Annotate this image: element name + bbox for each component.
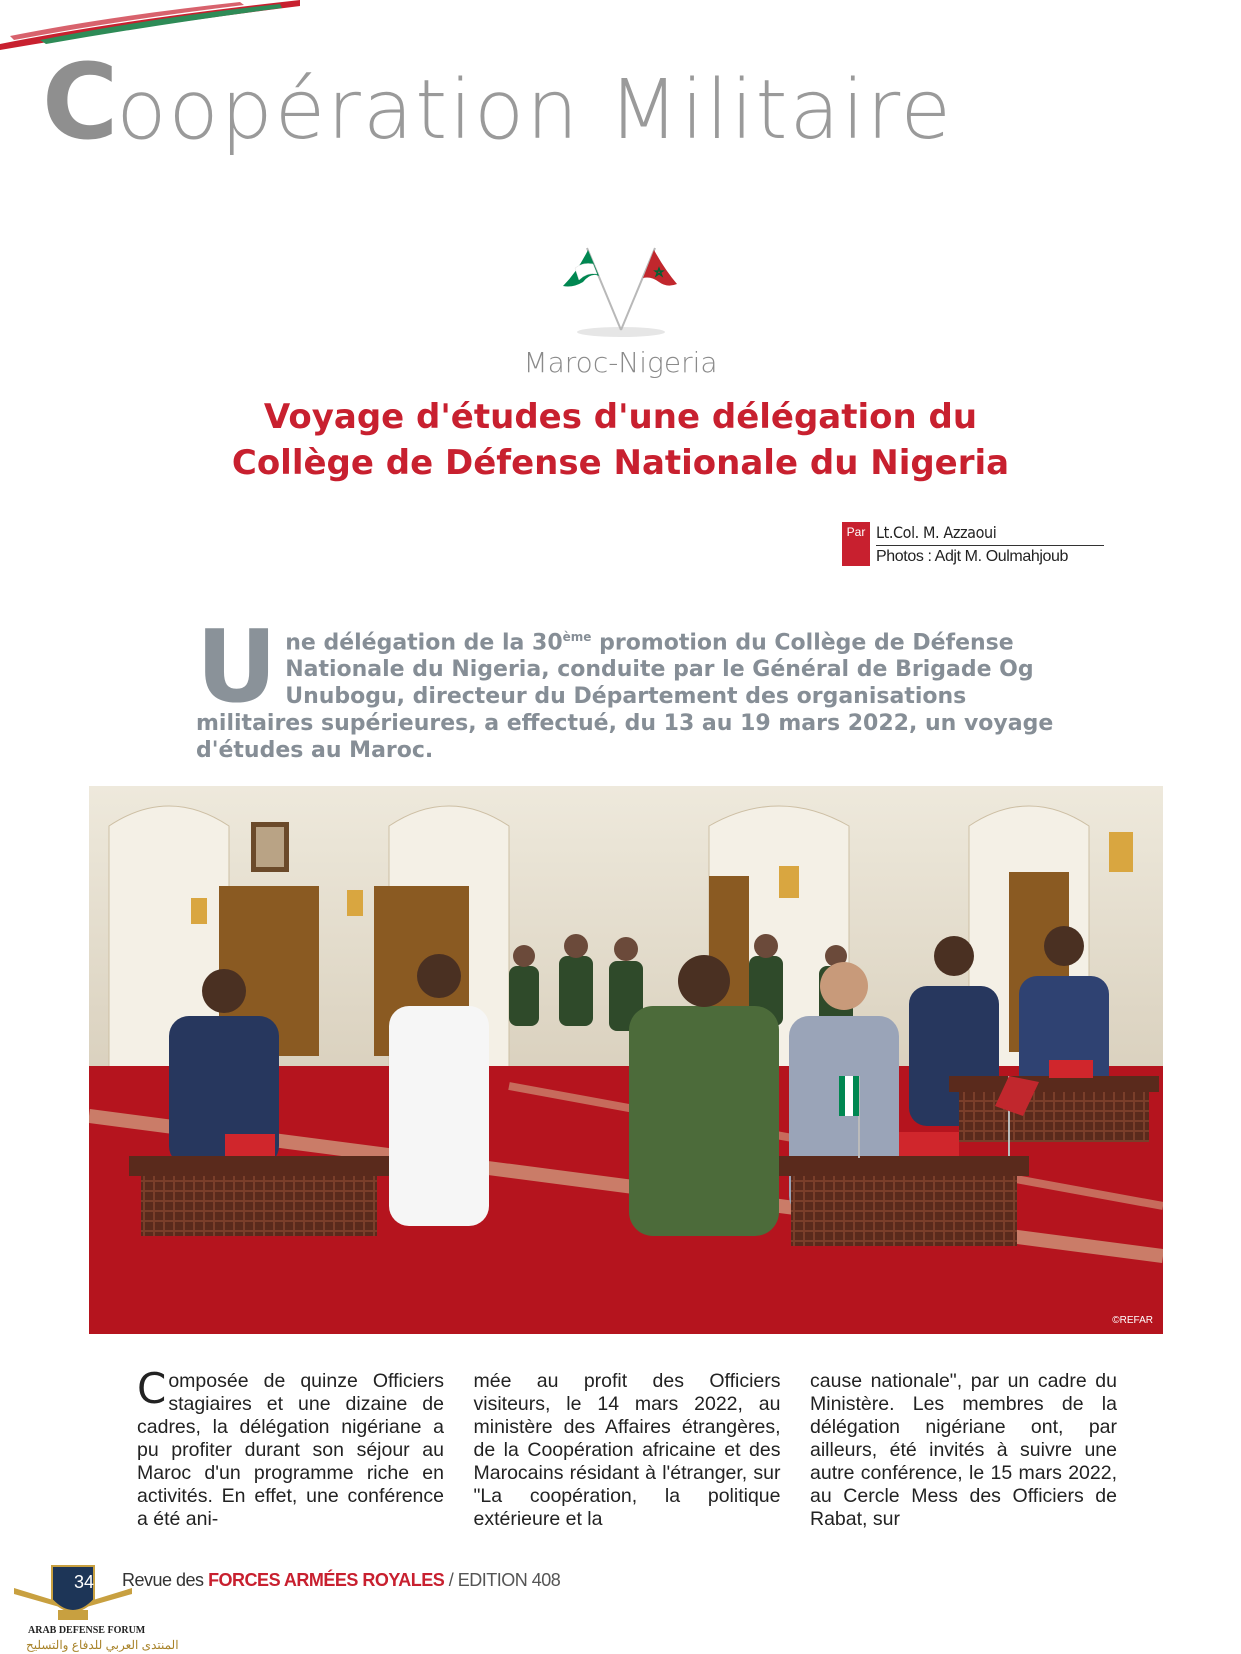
footer-brand: FORCES ARMÉES ROYALES <box>208 1570 445 1590</box>
byline <box>842 522 1104 566</box>
body-column-3: cause nationale", par un cadre du Ministère. Les membres de la délégation nigériane ont, par ailleurs, été invités à suivre une autre conférence, le 15 mars 2022, au Cercle Mess des Officiers de Rabat, sur <box>810 1370 1117 1530</box>
footer-publication <box>122 1570 560 1591</box>
section-title <box>42 41 953 163</box>
headline-line-1: Voyage d'études d'une délégation du <box>263 397 978 437</box>
photo-credit: ©REFAR <box>1112 1315 1153 1326</box>
lead-text-rest: promotion du Collège de Défense Nationale du Nigeria, conduite par le Général de Brigade Og Unubogu, directeur du Département des organisations militaires supérieures, a effectué, du 13 au 19 mars 2022, un voyage d'études au Maroc. <box>196 630 1054 764</box>
section-title-rest: oopération Militaire <box>116 63 953 158</box>
body-column-2: mée au profit des Officiers visiteurs, le 14 mars 2022, au ministère des Affaires étrangères, de la Coopération africaine et des Marocains résidant à l'étranger, sur "La coopération, la politique extérieure et la <box>473 1370 781 1530</box>
headline-line-2: Collège de Défense Nationale du Nigeria <box>231 443 1010 483</box>
delegation-photo-illustration <box>89 786 1163 1334</box>
body-dropcap: C <box>137 1364 167 1413</box>
watermark-ar: المنتدى العربي للدفاع والتسليح <box>26 1638 179 1652</box>
arab-defense-forum-logo-icon <box>10 1560 136 1650</box>
page-footer <box>0 1560 600 1654</box>
byline-divider <box>876 545 1104 546</box>
section-title-cap: C <box>42 41 117 163</box>
byline-photos: Photos : Adjt M. Oulmahjoub <box>876 548 1068 565</box>
footer-revue: Revue des <box>122 1570 209 1590</box>
footer-edition: / EDITION 408 <box>444 1570 561 1590</box>
crossed-flags-icon <box>555 242 687 338</box>
body-column-1 <box>137 1364 444 1530</box>
byline-par-badge: Par <box>842 522 870 566</box>
body-column-1-text: omposée de quinze Officiers stagiaires et une dizaine de cadres, la délégation nigériane a pu profiter durant son séjour au Maroc d'un programme riche en activités. En effet, une conférence a été ani- <box>137 1370 444 1530</box>
body-columns <box>137 1364 1117 1530</box>
headline <box>100 394 1141 486</box>
lead-superscript: ème <box>562 630 592 644</box>
page-number: 34 <box>74 1572 95 1592</box>
lead-paragraph <box>196 608 1066 764</box>
lead-dropcap: U <box>196 608 278 725</box>
subject-label: Maroc-Nigeria <box>523 346 718 379</box>
lead-text-start: ne délégation de la 30 <box>285 630 563 656</box>
watermark-en: ARAB DEFENSE FORUM <box>28 1625 146 1636</box>
byline-author: Lt.Col. M. Azzaoui <box>876 523 997 542</box>
delegation-photo <box>89 786 1163 1334</box>
